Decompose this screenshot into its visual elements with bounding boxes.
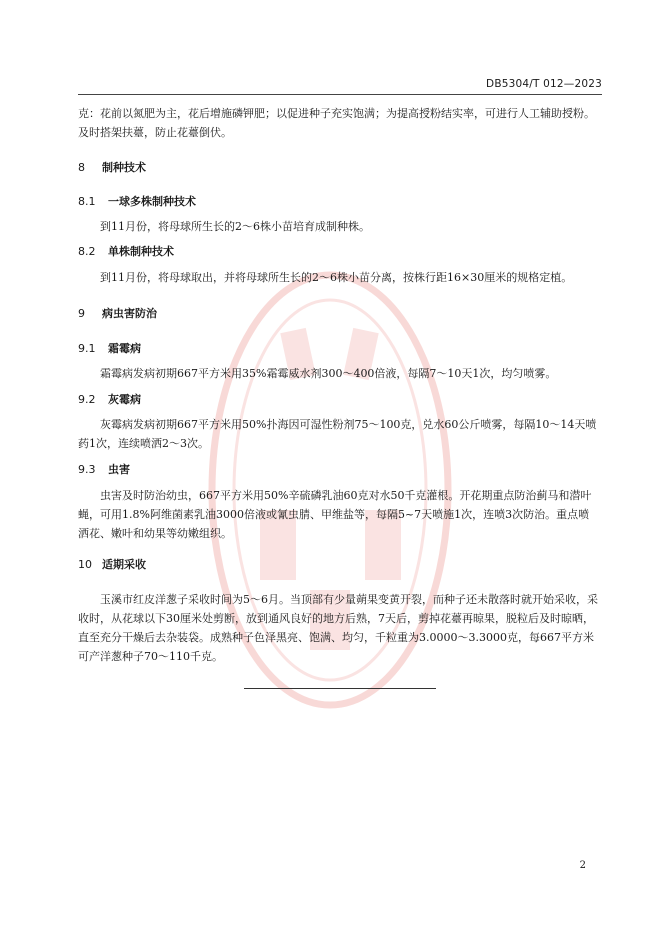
section-title: 霜霉病 <box>108 342 141 355</box>
page-number: 2 <box>579 860 586 871</box>
section-number: 9.3 <box>78 463 96 476</box>
section-8-2-text: 到11月份，将母球取出，并将母球所生长的2～6株小苗分离，按株行距16×30厘米的规格定植。 <box>100 271 573 284</box>
section-10-heading <box>78 557 146 573</box>
section-title: 单株制种技术 <box>108 245 174 258</box>
section-8-heading <box>78 160 146 176</box>
section-8-2-heading <box>78 244 174 260</box>
section-number: 9.1 <box>78 342 96 355</box>
section-number: 8 <box>78 161 85 174</box>
header-divider <box>78 94 602 95</box>
section-9-3-heading <box>78 462 130 478</box>
section-9-3-text: 虫害及时防治幼虫，667平方米用50%辛硫磷乳油60克对水50千克灌根。开花期重点防治蓟马和潜叶蝇，可用1.8%阿维菌素乳油3000倍液或氰虫腈、甲维盐等，每隔5~7天喷施1次，连喷3次防治。重点喷洒花、嫩叶和幼果等幼嫩组织。 <box>78 489 592 540</box>
section-9-heading <box>78 306 157 322</box>
section-8-1-text: 到11月份，将母球所生长的2～6株小苗培育成制种株。 <box>100 220 370 233</box>
section-9-1-text: 霜霉病发病初期667平方米用35%霜霉威水剂300～400倍液，每隔7～10天1次，均匀喷雾。 <box>100 367 557 380</box>
section-number: 10 <box>78 558 92 571</box>
section-number: 8.1 <box>78 195 96 208</box>
section-number: 8.2 <box>78 245 96 258</box>
section-9-2-text: 灰霉病发病初期667平方米用50%扑海因可湿性粉剂75～100克，兑水60公斤喷雾，每隔10～14天喷药1次，连续喷洒2～3次。 <box>78 418 597 450</box>
end-of-document-line <box>244 688 436 689</box>
continuation-paragraph: 克：花前以氮肥为主，花后增施磷钾肥；以促进种子充实饱满；为提高授粉结实率，可进行人工辅助授粉。及时搭架扶薹，防止花薹倒伏。 <box>78 107 595 139</box>
section-number: 9 <box>78 307 85 320</box>
section-number: 9.2 <box>78 393 96 406</box>
section-10-text: 玉溪市红皮洋葱子采收时间为5～6月。当顶部有少量蒴果变黄开裂，而种子还未散落时就开始采收，采收时，从花球以下30厘米处剪断，放到通风良好的地方后熟，7天后，剪掉花薹再晾果，脱粒后及时晾晒，直至充分干燥后去杂装袋。成熟种子色泽黑亮、饱满、均匀，千粒重为3.0000～3.3000克，每667平方米可产洋葱种子70～110千克。 <box>78 593 598 663</box>
section-9-1-heading <box>78 341 141 357</box>
document-code: DB5304/T 012—2023 <box>486 78 602 90</box>
section-title: 一球多株制种技术 <box>108 195 196 208</box>
section-title: 灰霉病 <box>108 393 141 406</box>
section-title: 虫害 <box>108 463 130 476</box>
section-title: 病虫害防治 <box>102 307 157 320</box>
section-title: 制种技术 <box>102 161 146 174</box>
section-title: 适期采收 <box>102 558 146 571</box>
section-8-1-heading <box>78 194 196 210</box>
section-9-2-heading <box>78 392 141 408</box>
